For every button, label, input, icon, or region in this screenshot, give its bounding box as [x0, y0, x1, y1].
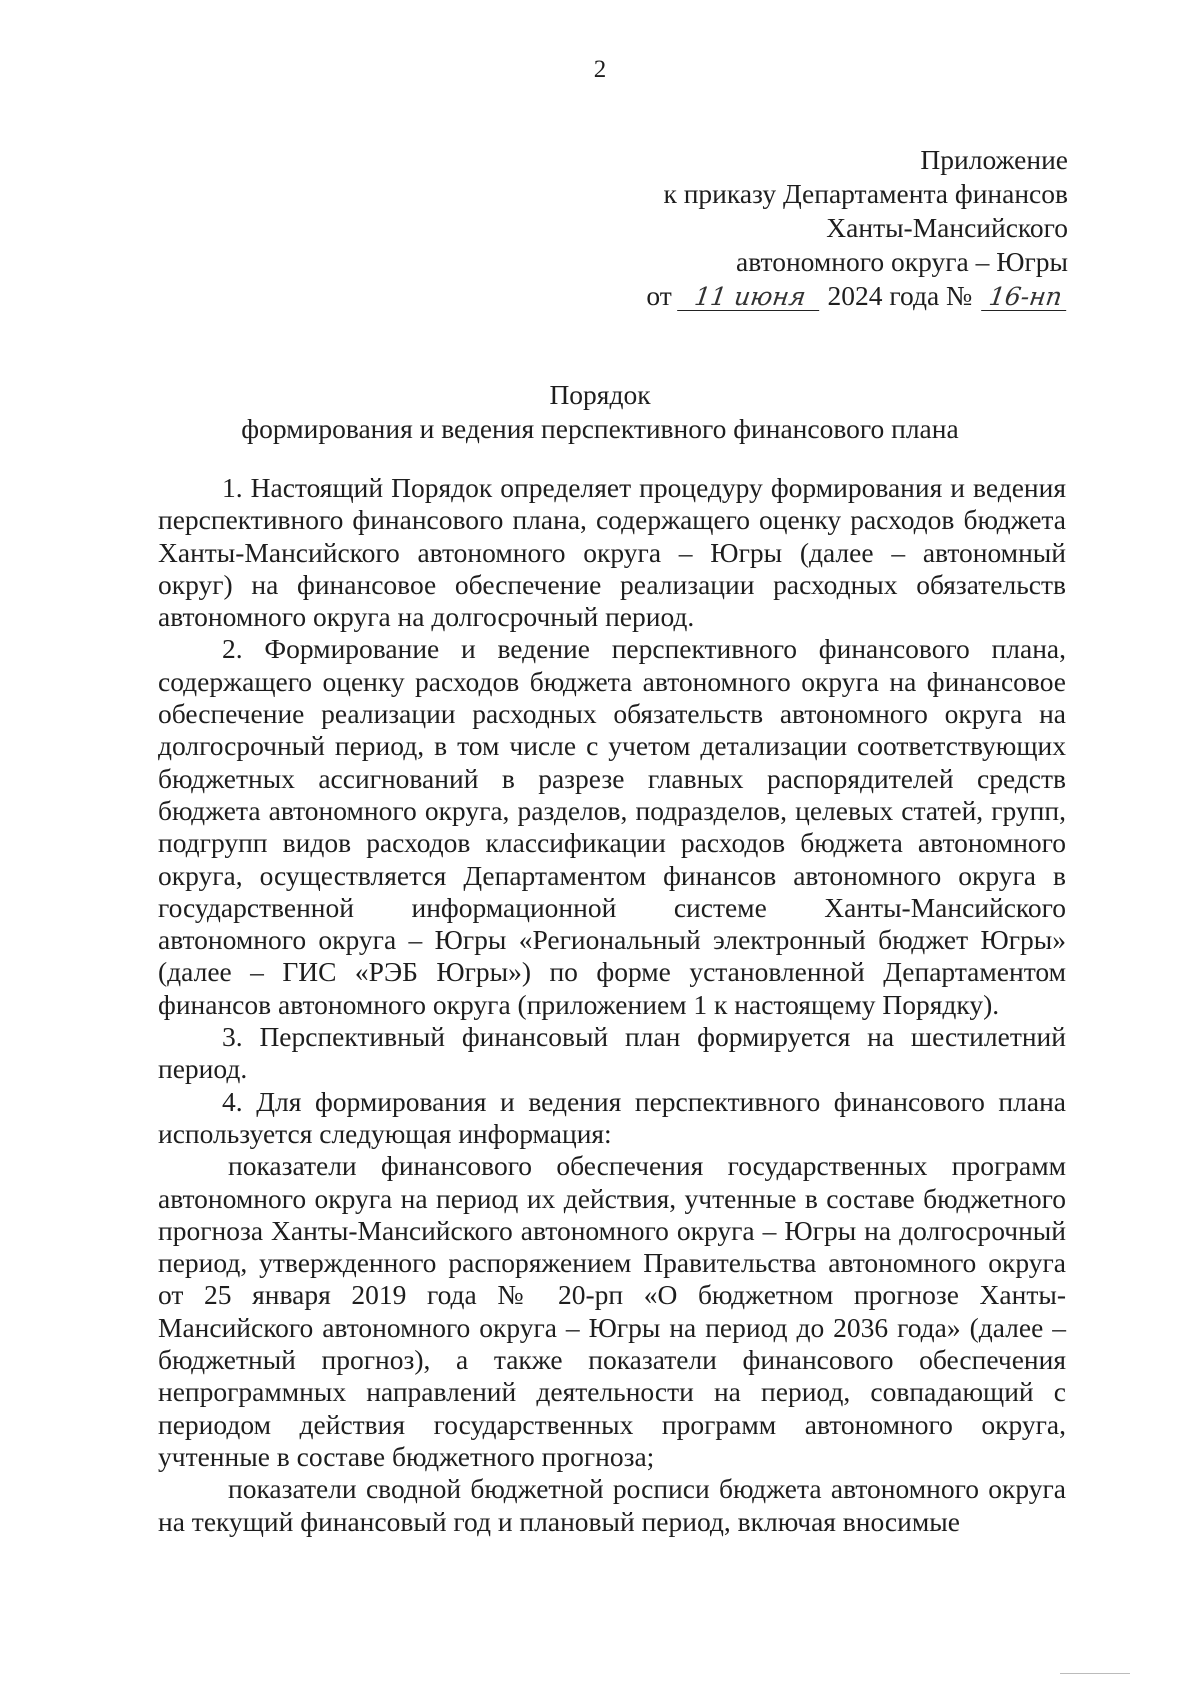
handwritten-date: 11 июня	[677, 284, 823, 311]
title-line-2: формирования и ведения перспективного финансового плана	[241, 413, 959, 444]
appendix-okrug-line: автономного округа – Югры	[736, 246, 1068, 277]
info-item-1: показатели финансового обеспечения государственных программ автономного округа на период их действия, учтенные в составе бюджетного прогноза Ханты-Мансийского автономного округа – Югры на долгосрочный период, утвержденного распоряжением Правительства автономного округа от 25 января 2019 года № 20-рп «О бюджетном прогнозе Ханты-Мансийского автономного округа – Югры на период до 2036 года» (далее – бюджетный прогноз), а также показатели финансового обеспечения непрограммных направлений деятельности на период, совпадающий с периодом действия государственных программ автономного округа, учтенные в составе бюджетного прогноза;	[158, 1150, 1066, 1472]
document-body	[158, 472, 1066, 1538]
paragraph-3: 3. Перспективный финансовый план формируется на шестилетний период.	[158, 1021, 1066, 1085]
year-text: 2024 года №	[827, 280, 973, 311]
appendix-order-ref: к приказу Департамента финансов	[663, 178, 1068, 209]
page-number: 2	[593, 56, 607, 83]
info-item-2: показатели сводной бюджетной росписи бюджета автономного округа на текущий финансовый год и плановый период, включая вносимые	[158, 1473, 1066, 1537]
paragraph-4: 4. Для формирования и ведения перспективного финансового плана используется следующая информация:	[158, 1085, 1066, 1149]
appendix-header	[646, 143, 1068, 313]
title-line-1: Порядок	[549, 379, 651, 410]
appendix-region-line: Ханты-Мансийского	[826, 212, 1068, 243]
scan-edge-line	[1060, 1673, 1130, 1674]
appendix-date-line	[646, 279, 1068, 313]
handwritten-order-number: 16-нп	[981, 284, 1070, 311]
document-title	[0, 378, 1200, 446]
date-prefix: от	[646, 280, 672, 311]
paragraph-2: 2. Формирование и ведение перспективного финансового плана, содержащего оценку расходов бюджета автономного округа на финансовое обеспечение реализации расходных обязательств автономного округа на долгосрочный период, в том числе с учетом детализации соответствующих бюджетных ассигнований в разрезе главных распорядителей средств бюджета автономного округа, разделов, подразделов, целевых статей, групп, подгрупп видов расходов классификации расходов бюджета автономного округа, осуществляется Департаментом финансов автономного округа в государственной информационной системе Ханты-Мансийского автономного округа – Югры «Региональный электронный бюджет Югры» (далее – ГИС «РЭБ Югры») по форме установленной Департаментом финансов автономного округа (приложением 1 к настоящему Порядку).	[158, 633, 1066, 1020]
paragraph-1: 1. Настоящий Порядок определяет процедуру формирования и ведения перспективного финансового плана, содержащего оценку расходов бюджета Ханты-Мансийского автономного округа – Югры (далее – автономный округ) на финансовое обеспечение реализации расходных обязательств автономного округа на долгосрочный период.	[158, 472, 1066, 633]
appendix-title: Приложение	[920, 144, 1068, 175]
